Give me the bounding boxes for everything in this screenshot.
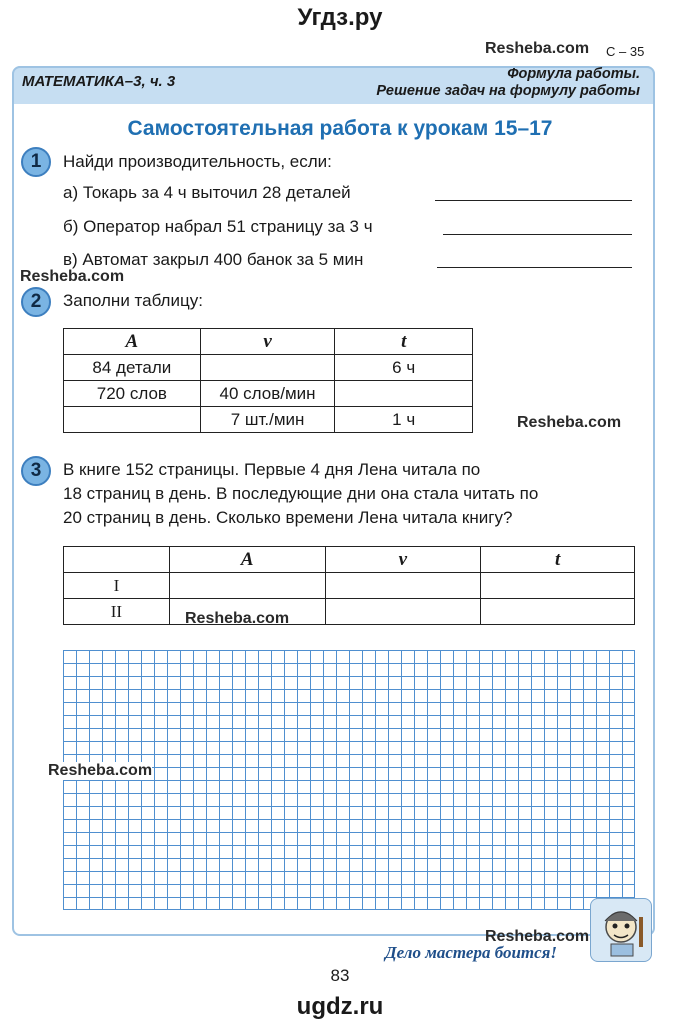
table-row	[64, 355, 473, 381]
task-2-prompt: Заполни таблицу:	[63, 291, 203, 310]
header-v: v	[325, 547, 481, 573]
header-a: A	[64, 329, 201, 355]
table-row	[64, 599, 635, 625]
task-2-number: 2	[21, 287, 51, 317]
task-1-prompt: Найди производительность, если:	[63, 152, 332, 171]
task-1-item-b: б) Оператор набрал 51 страницу за 3 ч	[63, 217, 373, 236]
table-cell: 720 слов	[64, 381, 201, 407]
table-cell[interactable]	[481, 573, 635, 599]
book-title: МАТЕМАТИКА–3, ч. 3	[22, 73, 176, 90]
mascot-icon	[590, 898, 652, 962]
table-cell: 40 слов/мин	[200, 381, 335, 407]
topic-heading	[376, 66, 640, 100]
watermark: Resheba.com	[485, 928, 590, 945]
header-v: v	[200, 329, 335, 355]
watermark: Resheba.com	[517, 414, 622, 431]
table-cell[interactable]	[200, 355, 335, 381]
header-t: t	[335, 329, 473, 355]
task-3-line-1: В книге 152 страницы. Первые 4 дня Лена читала по	[63, 460, 481, 479]
row-label-1: I	[64, 573, 170, 599]
table-cell: 1 ч	[335, 407, 473, 433]
page-title: Самостоятельная работа к урокам 15–17	[127, 117, 553, 140]
task-1-item-c: в) Автомат закрыл 400 банок за 5 мин	[63, 250, 364, 269]
task-3-line-2: 18 страниц в день. В последующие дни она стала читать по	[63, 484, 539, 503]
watermark: Resheba.com	[185, 610, 290, 627]
task-3-number: 3	[21, 456, 51, 486]
solution-grid[interactable]	[63, 650, 635, 910]
row-label-2: II	[64, 599, 170, 625]
answer-line-c[interactable]	[437, 266, 632, 268]
table-cell: 84 детали	[64, 355, 201, 381]
header-blank	[64, 547, 170, 573]
table-cell: 7 шт./мин	[200, 407, 335, 433]
header-a: A	[169, 547, 325, 573]
site-header: Угдз.ру	[297, 4, 383, 31]
header-t: t	[481, 547, 635, 573]
answer-line-b[interactable]	[443, 233, 632, 235]
watermark: Resheba.com	[20, 268, 125, 285]
table-cell[interactable]	[325, 573, 481, 599]
solution-table	[63, 546, 635, 625]
watermark: Resheba.com	[48, 762, 153, 779]
table-cell: 6 ч	[335, 355, 473, 381]
page-number: 83	[330, 966, 350, 985]
watermark: Resheba.com	[485, 40, 590, 57]
topic-line-1: Формула работы.	[507, 66, 640, 82]
page-code: С – 35	[606, 44, 645, 59]
table-cell[interactable]	[169, 573, 325, 599]
table-row	[64, 573, 635, 599]
answer-line-a[interactable]	[435, 199, 632, 201]
table-cell[interactable]	[325, 599, 481, 625]
table-row	[64, 381, 473, 407]
work-table	[63, 328, 473, 433]
task-1-item-a: а) Токарь за 4 ч выточил 28 деталей	[63, 183, 351, 202]
table-cell[interactable]	[64, 407, 201, 433]
slogan: Дело мастера боится!	[385, 943, 558, 962]
task-1-number: 1	[21, 147, 51, 177]
table-row	[64, 407, 473, 433]
site-footer: ugdz.ru	[296, 993, 384, 1020]
topic-line-2: Решение задач на формулу работы	[376, 83, 640, 99]
table-cell[interactable]	[335, 381, 473, 407]
table-cell[interactable]	[481, 599, 635, 625]
task-3-line-3: 20 страниц в день. Сколько времени Лена читала книгу?	[63, 508, 513, 527]
